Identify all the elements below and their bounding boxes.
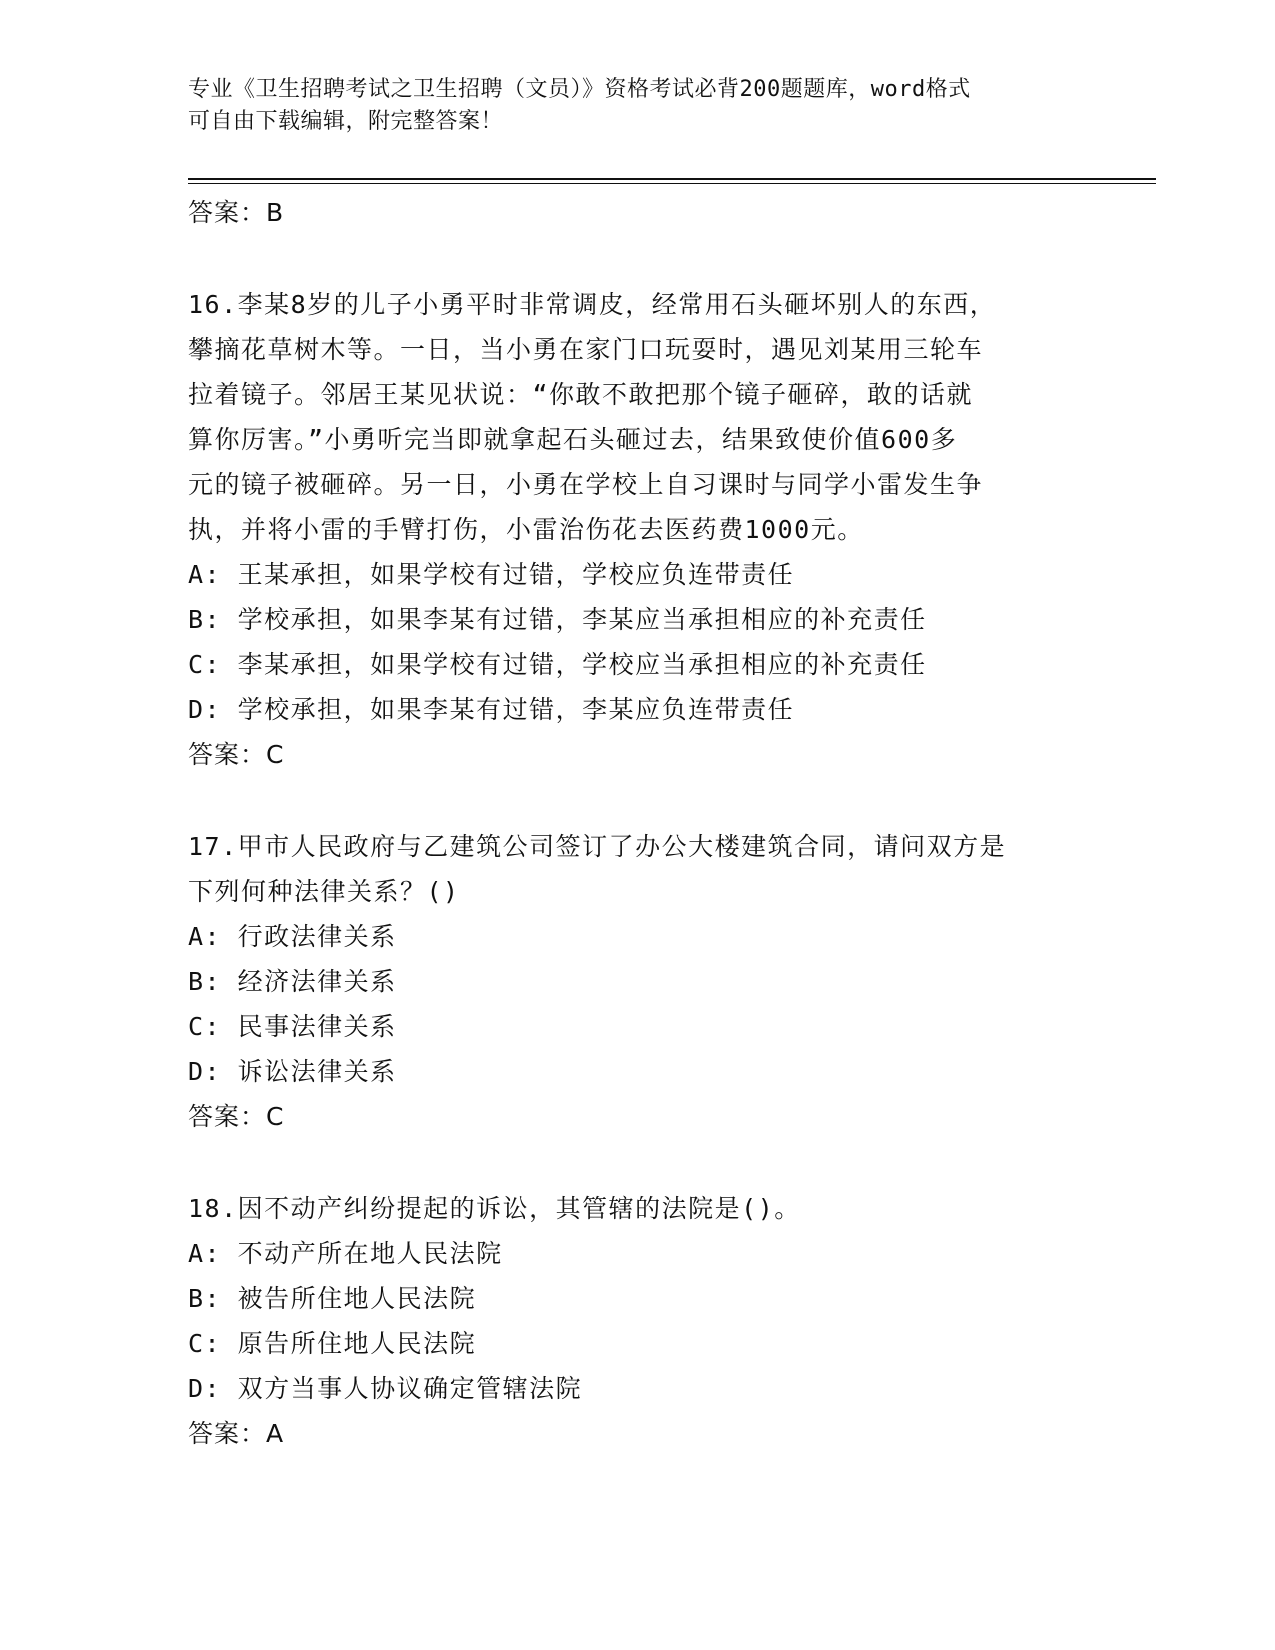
option-c: C: 李某承担，如果学校有过错，学校应当承担相应的补充责任 — [188, 650, 927, 679]
question-text-line: 执，并将小雷的手臂打伤，小雷治伤花去医药费1000元。 — [188, 515, 864, 544]
option-a: A: 王某承担，如果学校有过错，学校应负连带责任 — [188, 560, 795, 589]
header-divider-thin — [188, 183, 1156, 184]
question-16 — [188, 282, 1088, 777]
spacer — [188, 1139, 1088, 1186]
header-title-line-1: 专业《卫生招聘考试之卫生招聘（文员）》资格考试必背200题题库，word格式 — [188, 77, 971, 102]
option-b: B: 被告所住地人民法院 — [188, 1284, 477, 1313]
answer-line: 答案：C — [188, 1102, 285, 1131]
question-text-line: 下列何种法律关系？() — [188, 877, 460, 906]
answer-line: 答案：C — [188, 740, 285, 769]
question-text-line: 攀摘花草树木等。一日，当小勇在家门口玩耍时，遇见刘某用三轮车 — [188, 335, 984, 364]
option-b: B: 学校承担，如果李某有过错，李某应当承担相应的补充责任 — [188, 605, 927, 634]
option-a: A: 不动产所在地人民法院 — [188, 1239, 503, 1268]
page-header — [188, 74, 1068, 138]
option-b: B: 经济法律关系 — [188, 967, 397, 996]
option-d: D: 学校承担，如果李某有过错，李某应负连带责任 — [188, 695, 795, 724]
previous-answer: 答案：B — [188, 198, 285, 227]
question-text-line: 拉着镜子。邻居王某见状说：“你敢不敢把那个镜子砸碎，敢的话就 — [188, 380, 974, 409]
question-18 — [188, 1186, 1088, 1456]
option-c: C: 原告所住地人民法院 — [188, 1329, 477, 1358]
option-d: D: 双方当事人协议确定管辖法院 — [188, 1374, 583, 1403]
header-title-line-2: 可自由下载编辑，附完整答案！ — [188, 109, 504, 134]
answer-line: 答案：A — [188, 1419, 285, 1448]
question-text-line: 17.甲市人民政府与乙建筑公司签订了办公大楼建筑合同，请问双方是 — [188, 832, 1007, 861]
question-17 — [188, 824, 1088, 1139]
option-d: D: 诉讼法律关系 — [188, 1057, 397, 1086]
question-content — [188, 190, 1088, 1456]
question-text-line: 16.李某8岁的儿子小勇平时非常调皮，经常用石头砸坏别人的东西， — [188, 290, 997, 319]
spacer — [188, 235, 1088, 282]
header-divider-thick — [188, 178, 1156, 180]
option-c: C: 民事法律关系 — [188, 1012, 397, 1041]
option-a: A: 行政法律关系 — [188, 922, 397, 951]
question-text-line: 元的镜子被砸碎。另一日，小勇在学校上自习课时与同学小雷发生争 — [188, 470, 984, 499]
question-text-line: 算你厉害。”小勇听完当即就拿起石头砸过去，结果致使价值600多 — [188, 425, 958, 454]
question-text-line: 18.因不动产纠纷提起的诉讼，其管辖的法院是()。 — [188, 1194, 801, 1223]
spacer — [188, 777, 1088, 824]
